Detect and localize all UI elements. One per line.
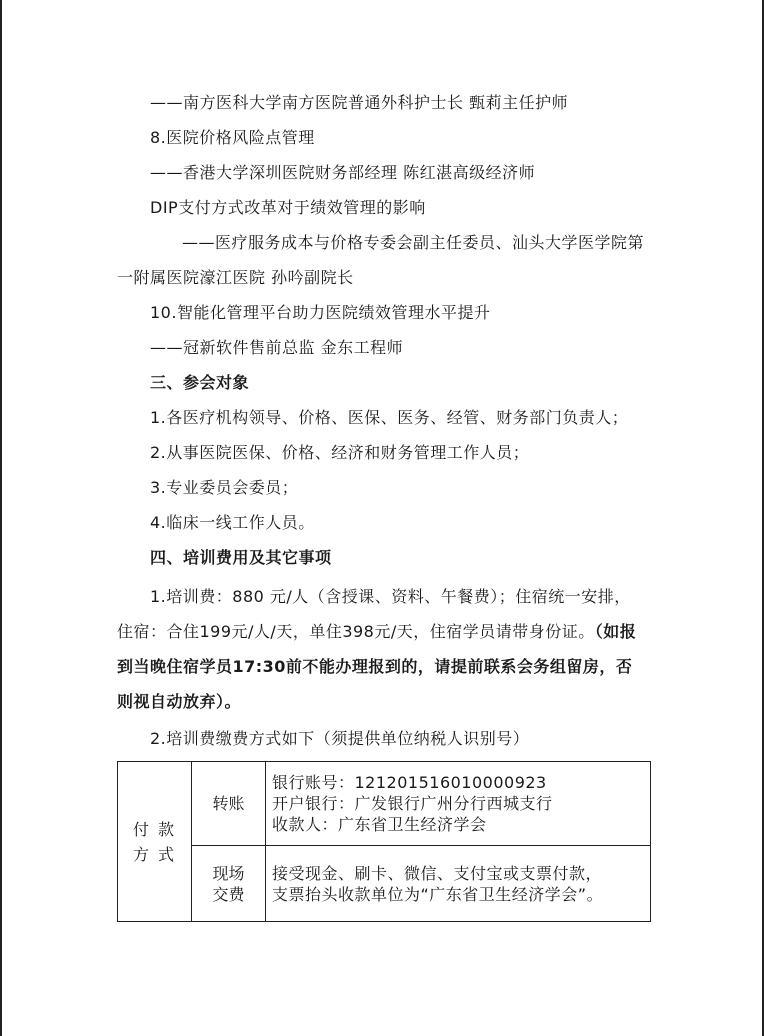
payment-method-table [117, 761, 651, 922]
payment-intro-line: 2.培训费缴费方式如下（须提供单位纳税人识别号） [150, 729, 530, 748]
payment-detail-onsite [266, 846, 651, 922]
bank-account-text: 银行账号：121201516010000923 [272, 773, 547, 792]
speaker-credit-line: ——冠新软件售前总监 金东工程师 [150, 338, 404, 357]
payment-type-label: 现场 [212, 863, 245, 883]
section-title-attendees: 三、参会对象 [150, 373, 250, 392]
topic-8-line: 8.医院价格风险点管理 [150, 128, 315, 147]
onsite-payment-text: 支票抬头收款单位为“广东省卫生经济学会”。 [272, 884, 604, 904]
payment-method-label: 方 式 [132, 844, 177, 864]
speaker-credit-line: ——南方医科大学南方医院普通外科护士长 甄莉主任护师 [150, 93, 569, 112]
speaker-credit-line: ——香港大学深圳医院财务部经理 陈红湛高级经济师 [150, 163, 536, 182]
payment-method-label: 付 款 [132, 819, 177, 839]
payee-text: 收款人：广东省卫生经济学会 [272, 815, 487, 834]
page-left-border [0, 0, 2, 1036]
payment-row-transfer [118, 762, 651, 846]
speaker-credit-continued: 一附属医院濠江医院 孙吟副院长 [117, 268, 354, 287]
payment-detail-transfer [266, 762, 651, 846]
fee-accommodation-text: 住宿：合住199元/人/天，单住398元/天，住宿学员请带身份证。 [117, 622, 595, 641]
payment-type-label: 转账 [212, 794, 245, 813]
fee-paragraph-line [117, 621, 636, 643]
attendee-item: 4.临床一线工作人员。 [150, 513, 315, 532]
topic-10-line: 10.智能化管理平台助力医院绩效管理水平提升 [150, 303, 491, 322]
bank-name-text: 开户银行：广发银行广州分行西城支行 [272, 794, 553, 813]
payment-row-onsite [118, 846, 651, 922]
payment-type-onsite [192, 846, 266, 922]
attendee-item: 1.各医疗机构领导、价格、医保、医务、经管、财务部门负责人； [150, 408, 629, 427]
fee-paragraph-line: 1.培训费：880 元/人（含授课、资料、午餐费）；住宿统一安排， [150, 587, 631, 606]
payment-type-label: 交费 [212, 884, 245, 904]
onsite-payment-text: 接受现金、刷卡、微信、支付宝或支票付款， [272, 863, 603, 883]
payment-method-label-cell [118, 762, 192, 922]
attendee-item: 3.专业委员会委员； [150, 478, 299, 497]
section-title-fees: 四、培训费用及其它事项 [150, 548, 332, 567]
fee-notice-bold-line: 则视自动放弃）。 [117, 692, 242, 711]
payment-type-transfer [192, 762, 266, 846]
speaker-credit-line: ——医疗服务成本与价格专委会副主任委员、汕头大学医学院第 [182, 233, 645, 252]
topic-9-line: DIP支付方式改革对于绩效管理的影响 [150, 198, 426, 217]
fee-notice-bold-line: 到当晚住宿学员17:30前不能办理报到的，请提前联系会务组留房，否 [117, 657, 633, 676]
fee-notice-bold: （如报 [594, 622, 637, 641]
attendee-item: 2.从事医院医保、价格、经济和财务管理工作人员； [150, 443, 530, 462]
